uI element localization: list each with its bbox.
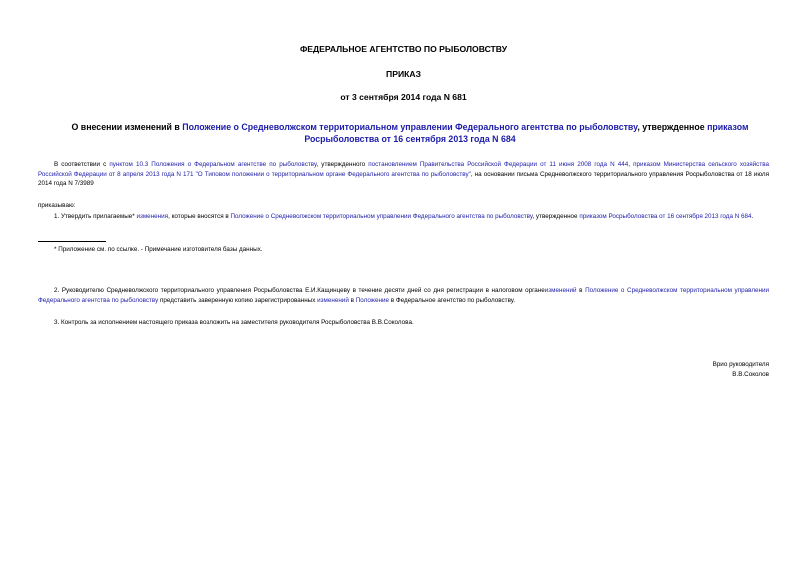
- link-regulation[interactable]: Положение о Средневолжском территориальном управлении Федерального агентства по рыболовству: [230, 213, 533, 220]
- agency-name: ФЕДЕРАЛЬНОЕ АГЕНТСТВО ПО РЫБОЛОВСТВУ: [299, 44, 508, 54]
- text-span: ,: [628, 161, 634, 168]
- text-span: В соответствии с: [54, 161, 110, 168]
- text-span: в Федеральное агентство по рыболовству.: [388, 296, 516, 304]
- link-changes[interactable]: изменений: [544, 287, 577, 294]
- footnote: * Приложение см. по ссылке. - Примечание изготовителя базы данных.: [54, 246, 263, 253]
- text-span: , на основании письма Средневолжского территориального управления Росрыболовства от 18 июля 2014 года N 7/3989: [38, 170, 769, 188]
- link-government-decree[interactable]: постановлением Правительства Российской Федерации от 11 июня 2008 года N 444: [368, 161, 629, 168]
- text-span: в: [348, 296, 356, 304]
- title-text: , утвержденное: [637, 122, 708, 132]
- link-order[interactable]: приказом Росрыболовства от 16 сентября 2013 года N 684: [579, 213, 752, 220]
- footnote-divider: [38, 241, 106, 242]
- signature-block: [569, 360, 769, 380]
- document-title: [52, 121, 768, 145]
- link-regulation-clause[interactable]: пунктом 10.3 Положения о Федеральном агентстве по рыболовству: [109, 161, 317, 168]
- signatory-position: Врио руководителя: [712, 361, 769, 368]
- title-link-order[interactable]: приказом Росрыболовства от 16 сентября 2013 года N 684: [304, 122, 749, 144]
- preamble-paragraph: [38, 160, 769, 189]
- order-item-3: 3. Контроль за исполнением настоящего приказа возложить на заместителя руководителя Росрыболовства В.В.Соколова.: [54, 319, 414, 326]
- text-span: , которые вносятся в: [168, 213, 231, 220]
- order-item-1: [38, 212, 769, 222]
- link-changes[interactable]: изменения: [136, 213, 169, 220]
- link-regulation-short[interactable]: Положение: [355, 296, 389, 304]
- title-link-regulation[interactable]: Положение о Средневолжском территориальном управлении Федерального агентства по рыболовству: [182, 122, 638, 132]
- text-span: представить заверенную копию зарегистрированных: [158, 296, 318, 304]
- order-item-2: [38, 286, 769, 305]
- text-span: , утвержденного: [316, 161, 369, 168]
- link-regulation[interactable]: Положение о Средневолжском территориальном управлении Федерального агентства по рыболовству: [38, 287, 770, 304]
- text-span: .: [751, 213, 754, 220]
- link-changes[interactable]: изменений: [317, 296, 349, 304]
- document-date: от 3 сентября 2014 года N 681: [340, 92, 467, 102]
- text-span: 1. Утвердить прилагаемые*: [54, 213, 137, 220]
- document-type: ПРИКАЗ: [386, 69, 421, 79]
- text-span: в: [576, 287, 586, 294]
- text-span: , утвержденное: [532, 213, 580, 220]
- link-ministry-order[interactable]: приказом Министерства сельского хозяйства Российской Федерации от 8 апреля 2013 года N 171 "О Типовом положении о территориальном органе Федерального агентства по рыболовству": [38, 161, 769, 178]
- text-span: 2. Руководителю Средневолжского территориального управления Росрыболовства Е.И.Кащинцеву в течение десяти дней со дня регистрации в налоговом органе: [54, 287, 545, 294]
- signatory-name: В.В.Соколов: [732, 371, 769, 378]
- title-text: О внесении изменений в: [71, 122, 183, 132]
- order-word: приказываю:: [38, 202, 76, 209]
